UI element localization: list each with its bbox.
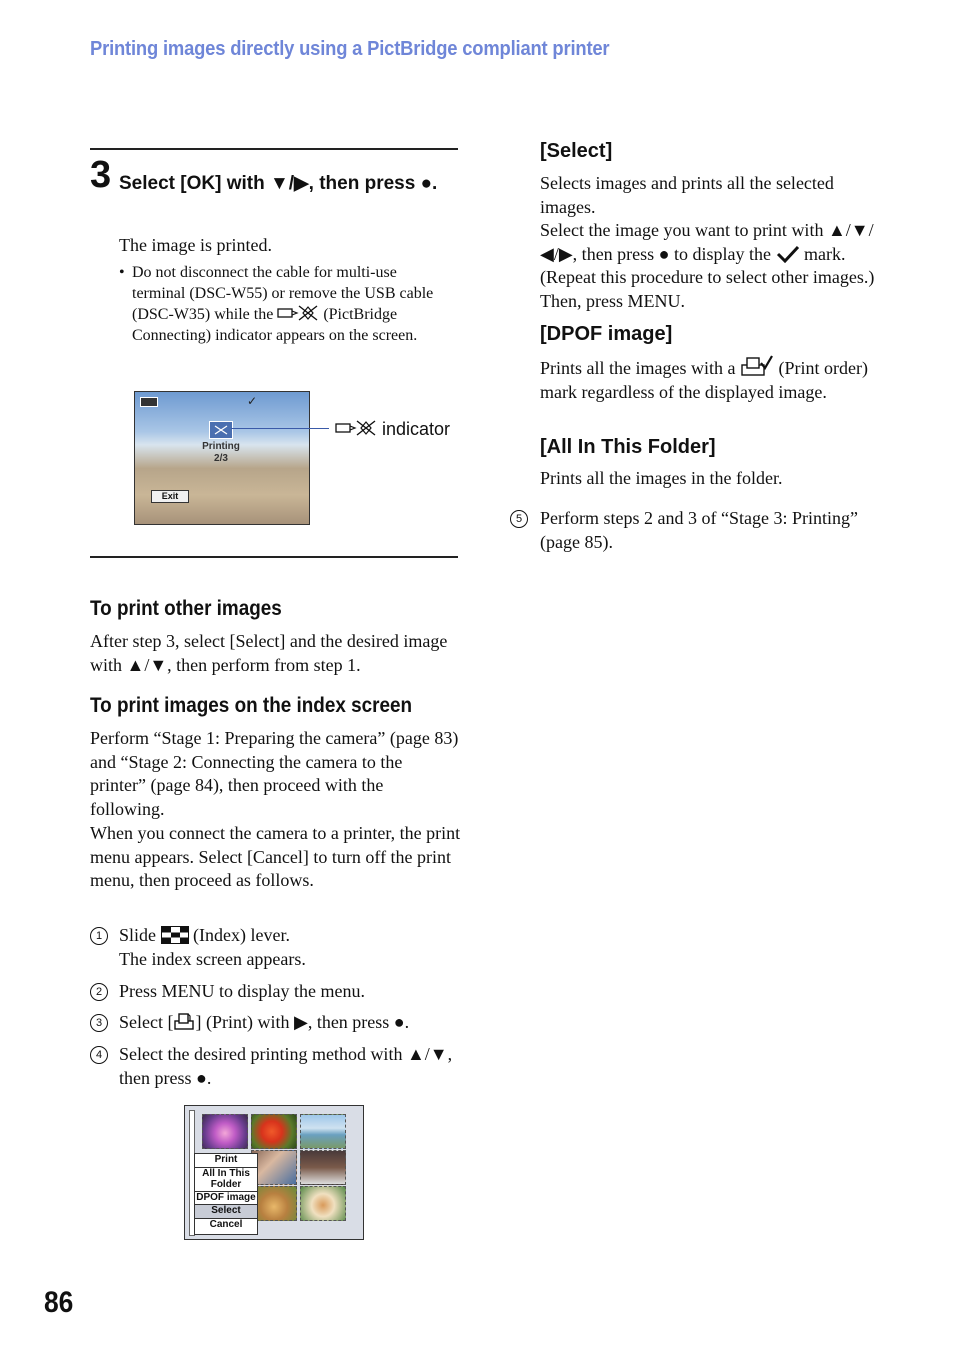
pictbridge-screen-icon [209,421,233,439]
thumbnail-flower-purple[interactable] [202,1114,248,1149]
menu-all-in-folder[interactable]: All In This Folder [195,1168,257,1192]
pictbridge-indicator-icon [335,418,377,438]
select-body-2a: Select the image you want to print with ▲/▼/◀/▶, then press ● to display the [540,220,874,264]
step-body: The image is printed. [119,235,272,255]
bottom-rule [90,556,458,558]
step5-text: Perform steps 2 and 3 of “Stage 3: Printing” (page 85). [540,508,858,552]
thumbnail-tree[interactable] [300,1150,346,1185]
index-lever-icon [161,926,189,944]
menu-title: Print [195,1154,257,1168]
right-step-5 [510,507,885,554]
dpof-body [540,355,885,404]
other-body: After step 3, select [Select] and the desired image with ▲/▼, then perform from step 1. [90,631,448,675]
indicator-label: indicator [382,419,451,439]
index-step-2 [90,980,462,1004]
indicator-callout [335,418,450,440]
select-body-2b: mark. (Repeat this procedure to select other images.) Then, press MENU. [540,243,875,311]
print-icon [173,1013,195,1031]
thumbnail-dog-2[interactable] [300,1186,346,1221]
print-order-icon [740,355,774,377]
index-body-2: When you connect the camera to a printer, the print menu appears. Select [Cancel] to turn off the print menu, then proceed as follows. [90,823,461,890]
select-body-2 [540,219,885,313]
callout-line [231,428,329,429]
step3-text-b: ] (Print) with ▶, then press ●. [195,1012,410,1032]
index-step-3 [90,1011,462,1035]
step2-text: Press MENU to display the menu. [119,981,365,1001]
dpof-body-b: (Print order) mark regardless of the displayed image. [540,358,868,402]
step3-text-a: Select [ [119,1012,174,1032]
printing-label: Printing [202,441,240,452]
battery-icon [140,397,158,407]
dpof-body-a: Prints all the images with a [540,358,736,378]
print-menu [194,1153,258,1235]
index-step-1 [90,924,462,971]
note-text-b: (PictBridge Connecting) indicator appears on the screen. [132,306,418,344]
step1-text-a: Slide [119,925,157,945]
step-note: • Do not disconnect the cable for multi-use terminal (DSC-W55) or remove the USB cable (DSC-W35) while the (PictBridge Connecting) indicator appears on the screen. [119,264,434,344]
page-number: 86 [44,1286,74,1319]
folder-heading: [All In This Folder] [540,436,716,458]
folder-body: Prints all the images in the folder. [540,468,783,488]
step-marker: 1 [90,927,108,945]
step1-text-c: The index screen appears. [119,948,306,969]
pictbridge-icon [277,304,319,322]
index-heading: To print images on the index screen [90,694,413,717]
menu-select[interactable]: Select [195,1205,257,1219]
other-heading: To print other images [90,597,282,620]
index-body-1: Perform “Stage 1: Preparing the camera” (page 83) and “Stage 2: Connecting the camera to the printer” (page 84), then proceed with the following. [90,728,459,819]
lcd-printing-screen [134,391,310,525]
exit-button[interactable]: Exit [151,490,189,503]
thumbnail-beach[interactable] [300,1114,346,1149]
select-heading: [Select] [540,140,613,162]
printing-count: 2/3 [214,453,228,464]
step-marker: 5 [510,510,528,528]
step-title: Select [OK] with ▼/▶, then press ●. [119,173,438,194]
note-text-a: Do not disconnect the cable for multi-use terminal (DSC-W55) or remove the USB cable (DSC-W35) while the [132,264,434,323]
menu-dpof-image[interactable]: DPOF image [195,1192,257,1206]
index-step-4 [90,1043,462,1090]
lcd-index-screen [184,1105,364,1240]
connection-icon: ✓ [247,394,258,408]
select-body-1: Selects images and prints all the selected images. [540,173,834,217]
menu-cancel[interactable]: Cancel [209,1218,243,1230]
step-marker: 2 [90,983,108,1001]
step4-text: Select the desired printing method with ▲/▼, then press ●. [119,1044,453,1088]
dpof-heading: [DPOF image] [540,323,673,345]
top-rule [90,148,458,150]
thumbnail-flower-red[interactable] [251,1114,297,1149]
step-marker: 3 [90,1014,108,1032]
step-number: 3 [90,154,112,196]
step-marker: 4 [90,1046,108,1064]
page-header: Printing images directly using a PictBridge compliant printer [90,38,610,60]
step1-text-b: (Index) lever. [193,925,290,945]
check-mark-icon [776,245,800,263]
